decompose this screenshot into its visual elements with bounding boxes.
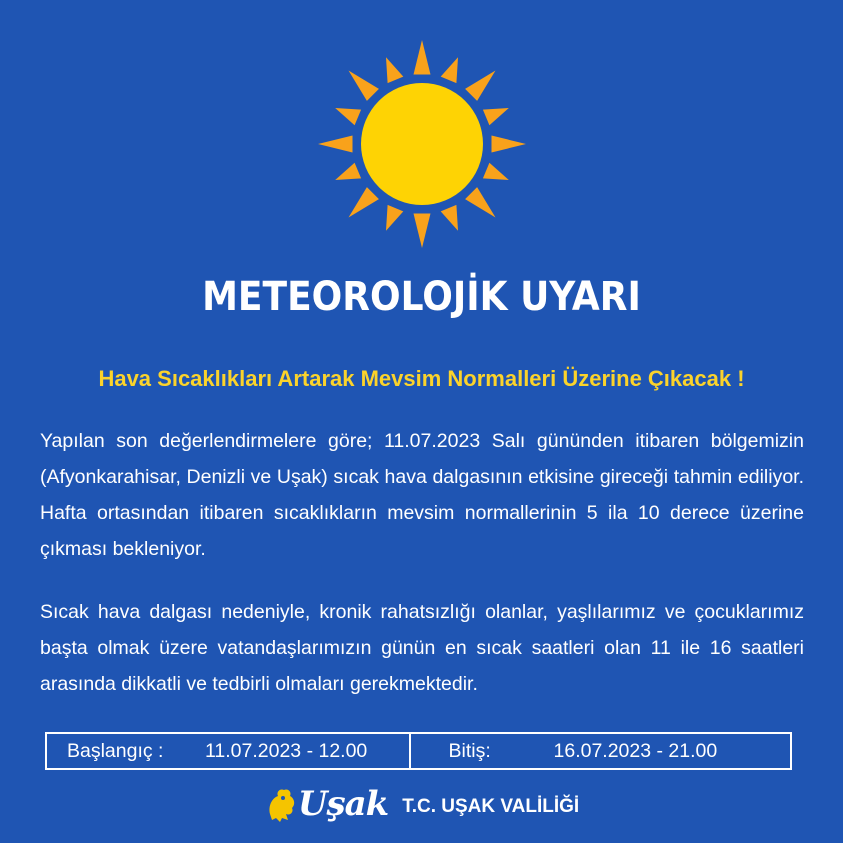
sun-icon: [318, 40, 526, 248]
sun-ray: [318, 136, 353, 153]
period-box: [45, 732, 792, 770]
end-label: Bitiş:: [448, 739, 491, 762]
sun-ray: [414, 214, 431, 249]
sun-ray: [349, 187, 379, 217]
start-label: Başlangıç :: [67, 739, 164, 762]
usak-logo-icon: [264, 784, 298, 824]
sun-ray: [335, 163, 361, 180]
page-title: METEOROLOJİK UYARI: [202, 274, 641, 320]
sun-ray: [465, 187, 495, 217]
footer: [0, 784, 843, 824]
sun-ray: [386, 205, 403, 231]
paragraph-advice: Sıcak hava dalgası nedeniyle, kronik rahatsızlığı olanlar, yaşlılarımız ve çocuklarımız başta olmak üzere vatandaşlarımızın günün en sıcak saatleri olan 11 ile 16 saatleri arasında dikkatli ve tedbirli olmaları gerekmektedir.: [40, 601, 804, 695]
sun-ray: [386, 57, 403, 83]
sun-ray: [441, 57, 458, 83]
sun-ray: [335, 108, 361, 125]
sun-ray: [483, 163, 509, 180]
organization-name: T.C. UŞAK VALİLİĞİ: [402, 796, 580, 817]
start-value: 11.07.2023 - 12.00: [205, 739, 368, 762]
end-cell: [411, 734, 791, 768]
sun-ray: [414, 40, 431, 75]
sun-ray: [465, 71, 495, 101]
start-cell: [47, 734, 411, 768]
sun-ray: [349, 71, 379, 101]
sun-ray: [492, 136, 527, 153]
sun-core: [361, 83, 483, 205]
logo-text: Uşak: [297, 784, 389, 824]
sun-ray: [441, 205, 458, 231]
end-value: 16.07.2023 - 21.00: [553, 739, 718, 762]
paragraph-forecast: Yapılan son değerlendirmelere göre; 11.07.2023 Salı gününden itibaren bölgemizin (Afyonkarahisar, Denizli ve Uşak) sıcak hava dalgasının etkisine gireceği tahmin ediliyor. Hafta ortasından itibaren sıcaklıkların mevsim normallerinin 5 ila 10 derece üzerine çıkması bekleniyor.: [40, 430, 804, 560]
sun-ray: [483, 108, 509, 125]
subtitle: Hava Sıcaklıkları Artarak Mevsim Normalleri Üzerine Çıkacak !: [98, 366, 745, 391]
usak-logo: [264, 784, 388, 824]
